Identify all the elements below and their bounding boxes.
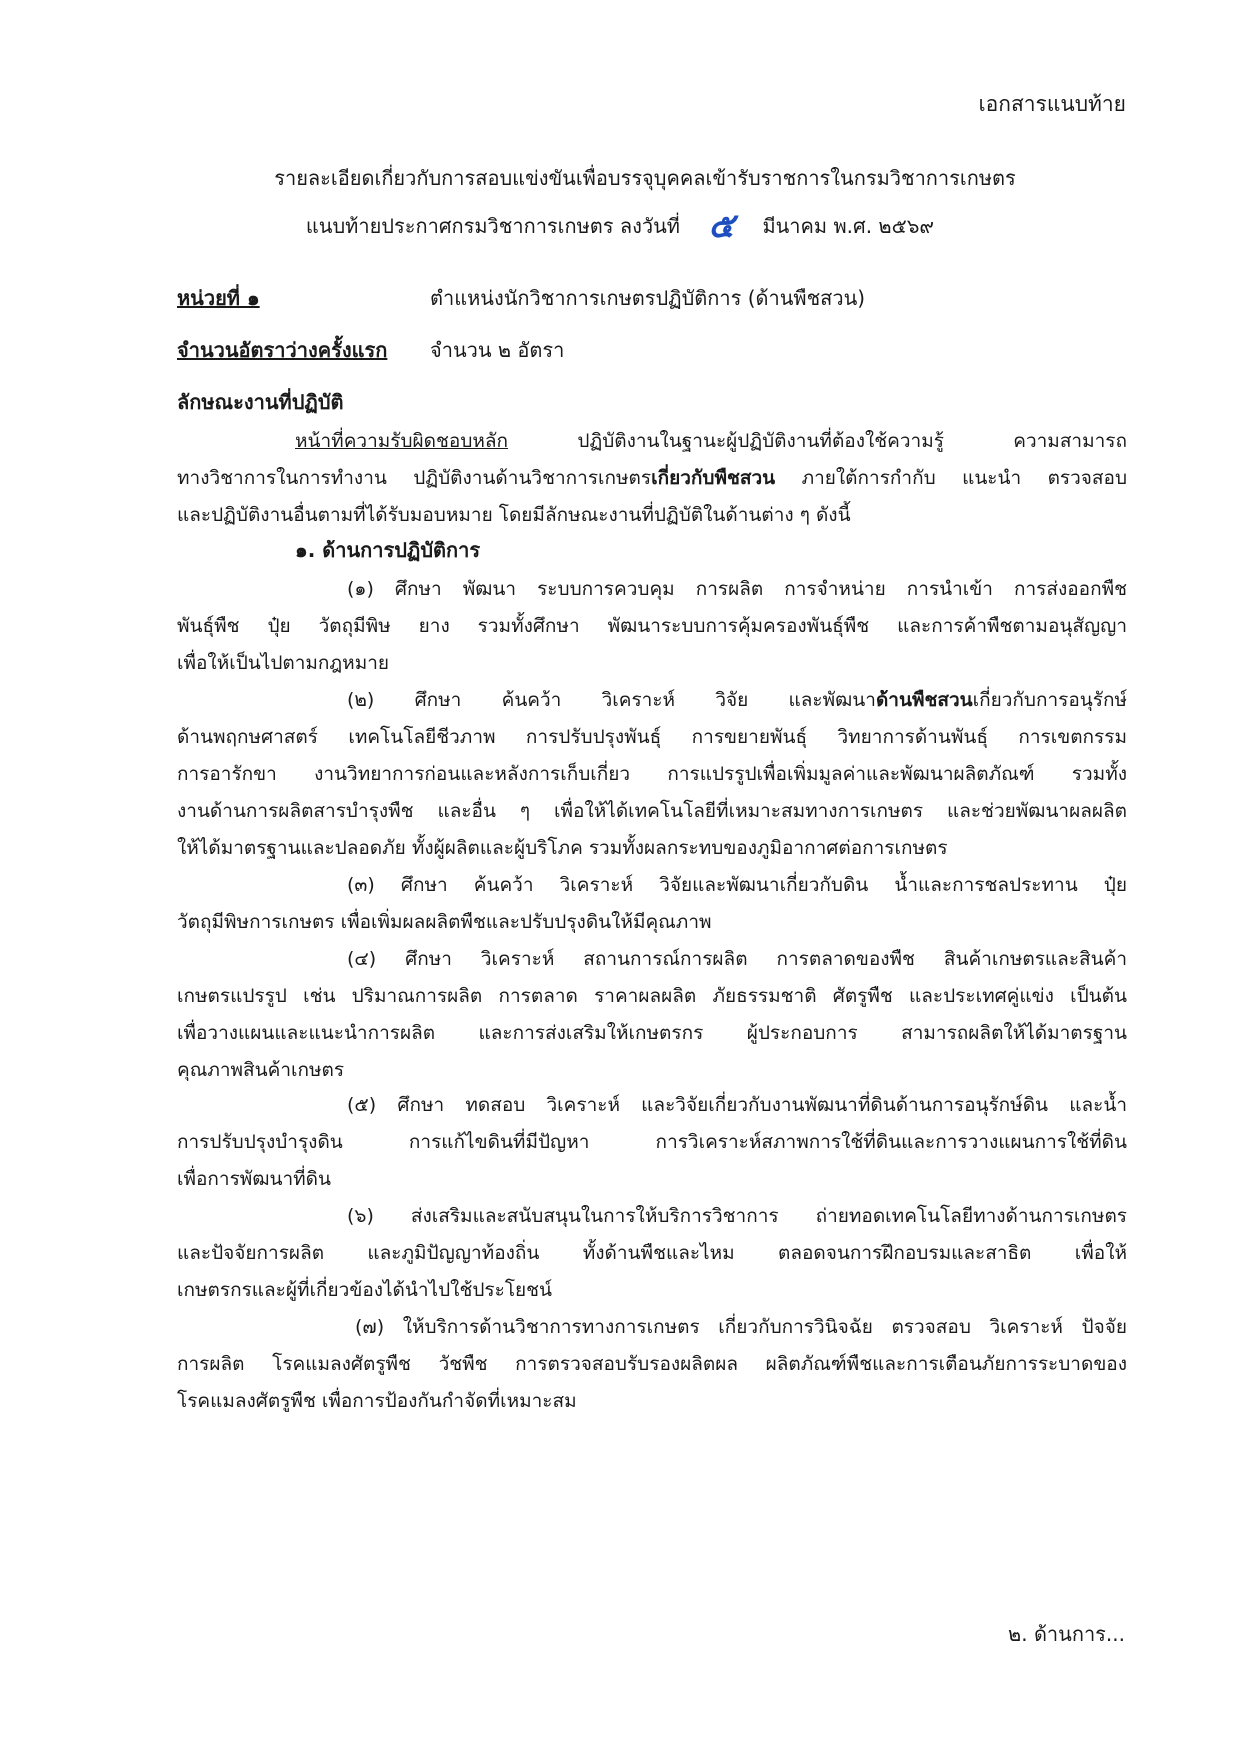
- continuation-marker: ๒. ด้านการ...: [1008, 1622, 1125, 1646]
- duty-item-7: (๗) ให้บริการด้านวิชาการทางการเกษตร เกี่ยวกับการวินิจฉัย ตรวจสอบ วิเคราะห์ ปัจจัย การผลิต โรคแมลงศัตรูพืช วัชพืช การตรวจสอบรับรองผลิตผล ผลิตภัณฑ์พืชและการเตือนภัยการระบาดของ โรคแมลงศัตรูพืช เพื่อการป้องกันกำจัดที่เหมาะสม: [177, 1316, 1127, 1412]
- duty-item-2: (๒) ศึกษา ค้นคว้า วิเคราะห์ วิจัย และพัฒนาด้านพืชสวนเกี่ยวกับการอนุรักษ์ ด้านพฤกษศาสตร์ เทคโนโลยีชีวภาพ การปรับปรุงพันธุ์ การขยายพันธุ์ วิทยาการด้านพันธุ์ การเขตกรรม การอารักขา งานวิทยาการก่อนและหลังการเก็บเกี่ยว การแปรรูปเพื่อเพิ่มมูลค่าและพัฒนาผลิตภัณฑ์ รวมทั้ง งานด้านการผลิตสารบำรุงพืช และอื่น ๆ เพื่อให้ได้เทคโนโลยีที่เหมาะสมทางการเกษตร และช่วยพัฒนาผลผลิต ให้ได้มาตรฐานและปลอดภัย ทั้งผู้ผลิตและผู้บริโภค รวมทั้งผลกระทบของภูมิอากาศต่อการเกษตร: [177, 689, 1127, 859]
- title-prefix: แนบท้ายประกาศกรมวิชาการเกษตร ลงวันที่: [305, 214, 680, 238]
- paragraph-line: ทางวิชาการในการทำงาน ปฏิบัติงานด้านวิชาการเกษตรเกี่ยวกับพืชสวน ภายใต้การกำกับ แนะนำ ตรวจสอบ: [177, 467, 1127, 489]
- duty-item-6: (๖) ส่งเสริมและสนับสนุนในการให้บริการวิชาการ ถ่ายทอดเทคโนโลยีทางด้านการเกษตร และปัจจัยการผลิต และภูมิปัญญาท้องถิ่น ทั้งด้านพืชและไหม ตลอดจนการฝึกอบรมและสาธิต เพื่อให้ เกษตรกรและผู้ที่เกี่ยวข้องได้นำไปใช้ประโยชน์: [177, 1205, 1127, 1301]
- main-duty-label: หน้าที่ความรับผิดชอบหลัก: [295, 430, 509, 452]
- job-nature-heading: ลักษณะงานที่ปฏิบัติ: [177, 390, 344, 414]
- section1-heading: ๑. ด้านการปฏิบัติการ: [295, 538, 481, 562]
- main-duty-paragraph: [177, 423, 1127, 534]
- document-title-line1: รายละเอียดเกี่ยวกับการสอบแข่งขันเพื่อบรรจุบุคคลเข้ารับราชการในกรมวิชาการเกษตร: [274, 166, 1016, 190]
- duty-item-3: (๓) ศึกษา ค้นคว้า วิเคราะห์ วิจัยและพัฒนาเกี่ยวกับดิน น้ำและการชลประทาน ปุ๋ย วัตถุมีพิษการเกษตร เพื่อเพิ่มผลผลิตพืชและปรับปรุงดินให้มีคุณภาพ: [177, 874, 1127, 933]
- unit-label: หน่วยที่ ๑: [177, 286, 260, 310]
- attachment-label: เอกสารแนบท้าย: [978, 92, 1126, 116]
- document-title-line2: [0, 198, 1240, 252]
- paragraph-line: และปฏิบัติงานอื่นตามที่ได้รับมอบหมาย โดยมีลักษณะงานที่ปฏิบัติในด้านต่าง ๆ ดังนี้: [177, 504, 851, 526]
- paragraph-line: หน้าที่ความรับผิดชอบหลัก ปฏิบัติงานในฐานะผู้ปฏิบัติงานที่ต้องใช้ความรู้ ความสามารถ: [295, 430, 1127, 452]
- handwritten-day: ๕: [708, 206, 735, 246]
- vacancy-value: จำนวน ๒ อัตรา: [430, 338, 565, 362]
- unit-position: ตำแหน่งนักวิชาการเกษตรปฏิบัติการ (ด้านพืชสวน): [430, 286, 866, 310]
- duty-item-4: (๔) ศึกษา วิเคราะห์ สถานการณ์การผลิต การตลาดของพืช สินค้าเกษตรและสินค้า เกษตรแปรรูป เช่น ปริมาณการผลิต การตลาด ราคาผลผลิต ภัยธรรมชาติ ศัตรูพืช และประเทศคู่แข่ง เป็นต้น เพื่อวางแผนและแนะนำการผลิต และการส่งเสริมให้เกษตรกร ผู้ประกอบการ สามารถผลิตให้ได้มาตรฐาน คุณภาพสินค้าเกษตร: [177, 948, 1127, 1081]
- duty-item-1: (๑) ศึกษา พัฒนา ระบบการควบคุม การผลิต การจำหน่าย การนำเข้า การส่งออกพืช พันธุ์พืช ปุ๋ย วัตถุมีพิษ ยาง รวมทั้งศึกษา พัฒนาระบบการคุ้มครองพันธุ์พืช และการค้าพืชตามอนุสัญญา เพื่อให้เป็นไปตามกฎหมาย: [177, 578, 1127, 674]
- title-suffix: มีนาคม พ.ศ. ๒๕๖๙: [762, 214, 935, 238]
- vacancy-label: จำนวนอัตราว่างครั้งแรก: [177, 338, 388, 362]
- duty-item-5: (๕) ศึกษา ทดสอบ วิเคราะห์ และวิจัยเกี่ยวกับงานพัฒนาที่ดินด้านการอนุรักษ์ดิน และน้ำ การปรับปรุงบำรุงดิน การแก้ไขดินที่มีปัญหา การวิเคราะห์สภาพการใช้ที่ดินและการวางแผนการใช้ที่ดิน เพื่อการพัฒนาที่ดิน: [177, 1094, 1127, 1190]
